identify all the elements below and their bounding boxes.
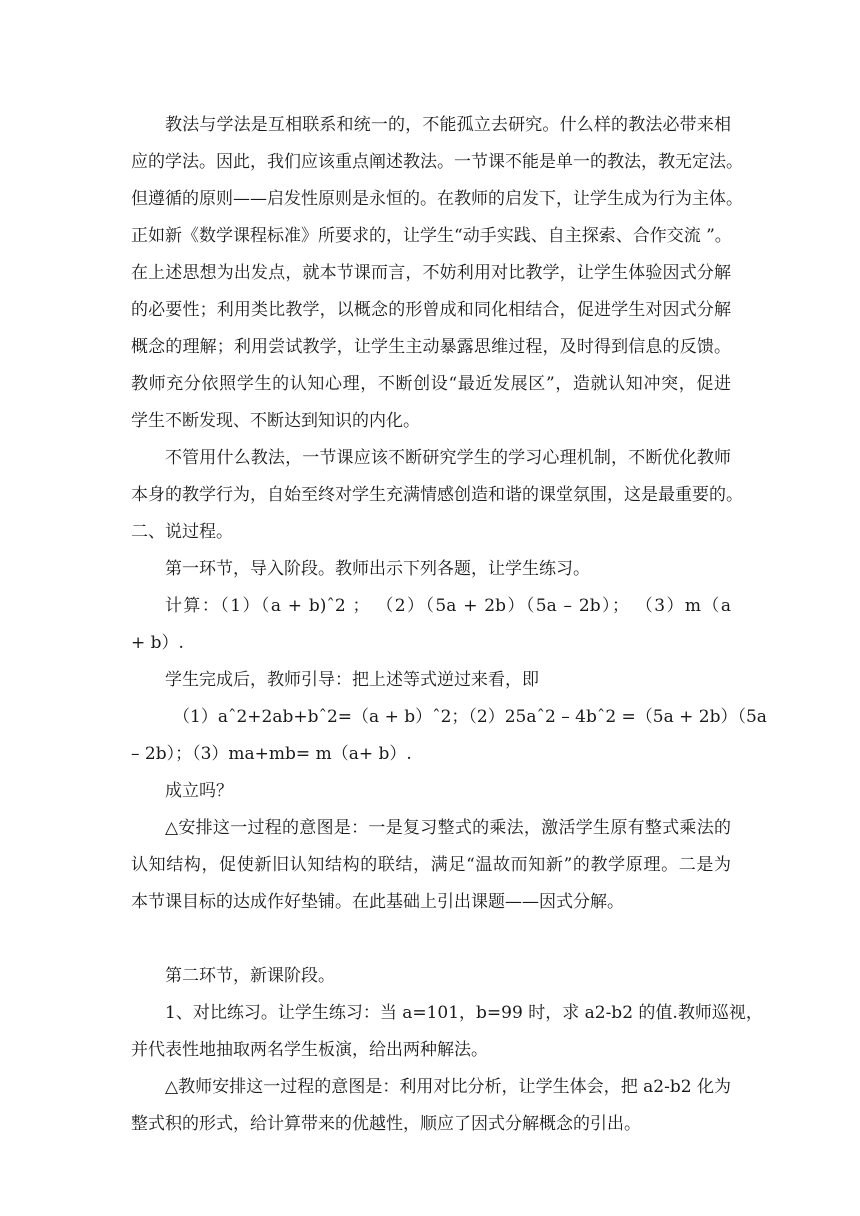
text-line: 不管用什么教法，一节课应该不断研究学生的学习心理机制，不断优化教师 [165, 448, 731, 468]
text-line: + b）. [131, 633, 184, 653]
text-line: 应的学法。因此，我们应该重点阐述教法。一节课不能是单一的教法，教无定法。 [131, 152, 743, 172]
text-line: 成立吗？ [165, 781, 233, 801]
text-line: 认知结构，促使新旧认知结构的联结，满足“温故而知新”的教学原理。二是为 [131, 855, 731, 875]
text-line: 学生完成后，教师引导：把上述等式逆过来看，即 [165, 670, 539, 690]
text-line: 但遵循的原则——启发性原则是永恒的。在教师的启发下，让学生成为行为主体。 [131, 189, 743, 209]
text-line: 正如新《数学课程标准》所要求的，让学生“动手实践、自主探索、合作交流 ”。 [131, 226, 732, 246]
text-line: 概念的理解；利用尝试教学，让学生主动暴露思维过程，及时得到信息的反馈。 [131, 337, 731, 357]
text-line: 的必要性；利用类比教学，以概念的形曾成和同化相结合，促进学生对因式分解 [131, 300, 731, 320]
text-line: 计算：（1）（a + b)ˆ2 ； （2）（5a + 2b）（5a – 2b）； （3）m（a [165, 596, 731, 616]
text-line: △安排这一过程的意图是：一是复习整式的乘法，激活学生原有整式乘法的 [165, 818, 731, 838]
text-line: 整式积的形式，给计算带来的优越性，顺应了因式分解概念的引出。 [131, 1114, 641, 1134]
text-line: 1、对比练习。让学生练习：当 a=101，b=99 时，求 a2-b2 的值.教师巡视， [165, 1003, 763, 1023]
text-line: 在上述思想为出发点，就本节课而言，不妨利用对比教学，让学生体验因式分解 [131, 263, 731, 283]
text-line: 学生不断发现、不断达到知识的内化。 [131, 411, 420, 431]
text-line: 第二环节，新课阶段。 [165, 966, 335, 986]
text-line: 本身的教学行为，自始至终对学生充满情感创造和谐的课堂氛围，这是最重要的。 [131, 485, 743, 505]
text-line: △教师安排这一过程的意图是：利用对比分析，让学生体会，把 a2-b2 化为 [165, 1077, 731, 1097]
text-line: – 2b）；（3）ma+mb= m（a+ b）. [131, 744, 412, 764]
text-line: 本节课目标的达成作好垫铺。在此基础上引出课题——因式分解。 [131, 892, 624, 912]
text-line: 第一环节，导入阶段。教师出示下列各题，让学生练习。 [165, 559, 590, 579]
text-line: 并代表性地抽取两名学生板演，给出两种解法。 [131, 1040, 488, 1060]
text-line: 教师充分依照学生的认知心理，不断创设“最近发展区”，造就认知冲突，促进 [131, 374, 731, 394]
text-line: （1）aˆ2+2ab+bˆ2=（a + b）ˆ2；（2）25aˆ2 – 4bˆ2 =（5a + 2b）（5a [173, 707, 767, 727]
text-line: 教法与学法是互相联系和统一的，不能孤立去研究。什么样的教法必带来相 [165, 115, 731, 135]
section-heading: 二、说过程。 [131, 522, 233, 542]
